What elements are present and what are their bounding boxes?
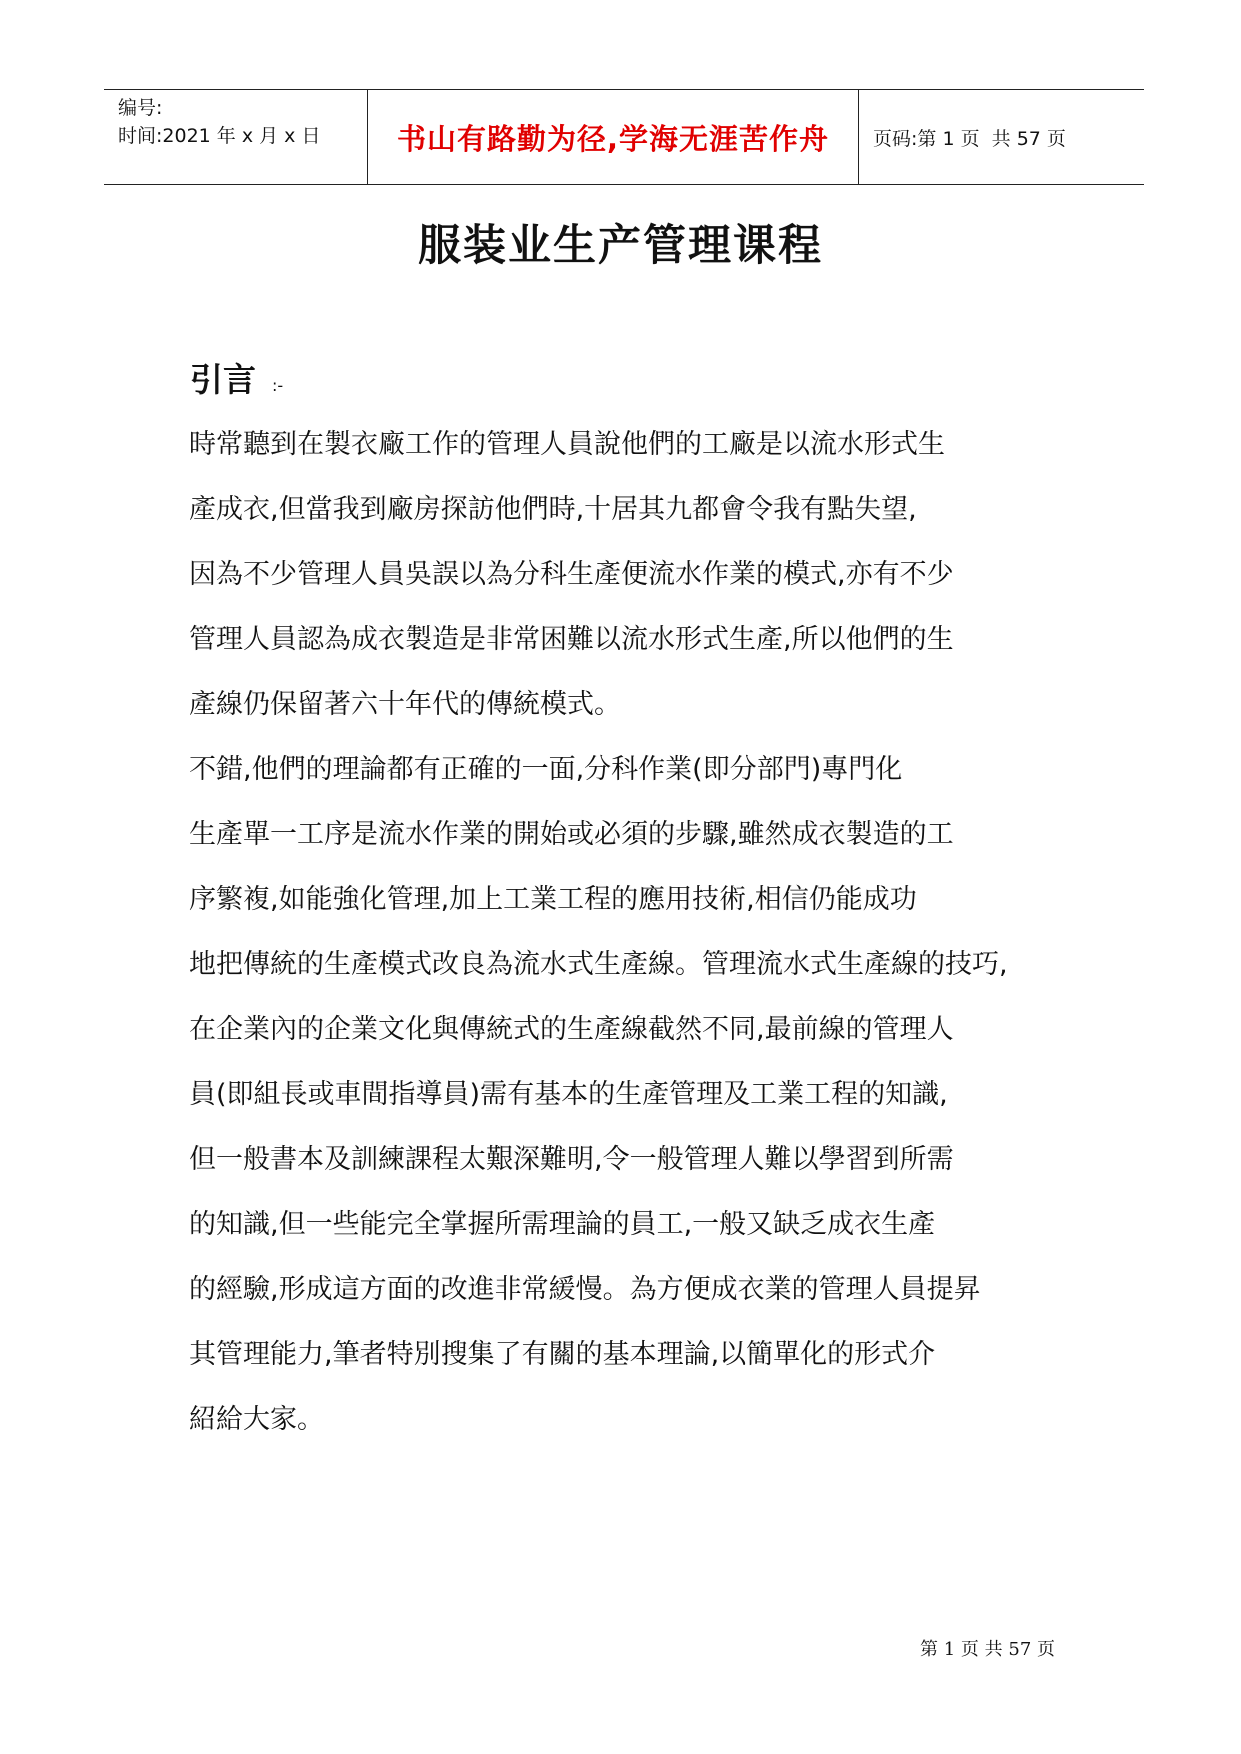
text-line: 生產單一工序是流水作業的開始或必須的步驟,雖然成衣製造的工 bbox=[189, 819, 954, 850]
text-line: 不錯,他們的理論都有正確的一面,分科作業(即分部門)專門化 bbox=[189, 754, 903, 785]
text-line: 因為不少管理人員吳誤以為分科生產便流水作業的模式,亦有不少 bbox=[189, 559, 954, 590]
section-heading bbox=[190, 354, 283, 401]
text-line: 在企業內的企業文化與傳統式的生產線截然不同,最前線的管理人 bbox=[189, 1014, 954, 1045]
text-line: 產線仍保留著六十年代的傳統模式。 bbox=[189, 689, 621, 720]
text-line: 但一般書本及訓練課程太艱深難明,令一般管理人難以學習到所需 bbox=[189, 1144, 954, 1175]
text-line: 時常聽到在製衣廠工作的管理人員說他們的工廠是以流水形式生 bbox=[189, 429, 945, 460]
page-footer bbox=[920, 1635, 1055, 1661]
document-title: 服装业生产管理课程 bbox=[418, 221, 823, 271]
text-line: 其管理能力,筆者特別搜集了有關的基本理論,以簡單化的形式介 bbox=[189, 1339, 936, 1370]
text-line: 員(即組長或車間指導員)需有基本的生產管理及工業工程的知識, bbox=[189, 1079, 948, 1110]
header-left-cell bbox=[104, 90, 368, 184]
text-line: 管理人員認為成衣製造是非常困難以流水形式生產,所以他們的生 bbox=[189, 624, 954, 655]
text-line: 序繁複,如能強化管理,加上工業工程的應用技術,相信仍能成功 bbox=[189, 884, 917, 915]
text-line: 的經驗,形成這方面的改進非常緩慢。為方便成衣業的管理人員提昇 bbox=[189, 1274, 981, 1305]
time-label: 时间:2021 年 x 月 x 日 bbox=[118, 125, 321, 147]
body-text bbox=[189, 412, 1069, 1452]
paragraph bbox=[189, 412, 1069, 737]
document-header bbox=[104, 89, 1144, 185]
header-page-cell bbox=[859, 90, 1144, 184]
text-line: 紹給大家。 bbox=[189, 1404, 324, 1435]
text-line: 地把傳統的生產模式改良為流水式生產線。管理流水式生產線的技巧, bbox=[189, 949, 1008, 980]
section-heading-suffix: :- bbox=[272, 376, 284, 395]
section-heading-text: 引言 bbox=[190, 360, 256, 399]
footer-page-info: 第 1 页 共 57 页 bbox=[920, 1639, 1055, 1660]
number-label: 编号: bbox=[118, 97, 163, 119]
header-motto-cell bbox=[368, 90, 859, 184]
header-page-info: 页码:第 1 页 共 57 页 bbox=[873, 127, 1066, 150]
text-line: 的知識,但一些能完全掌握所需理論的員工,一般又缺乏成衣生產 bbox=[189, 1209, 936, 1240]
paragraph bbox=[189, 737, 1069, 1452]
motto-text: 书山有路勤为径,学海无涯苦作舟 bbox=[396, 121, 830, 156]
text-line: 產成衣,但當我到廠房探訪他們時,十居其九都會令我有點失望, bbox=[189, 494, 917, 525]
